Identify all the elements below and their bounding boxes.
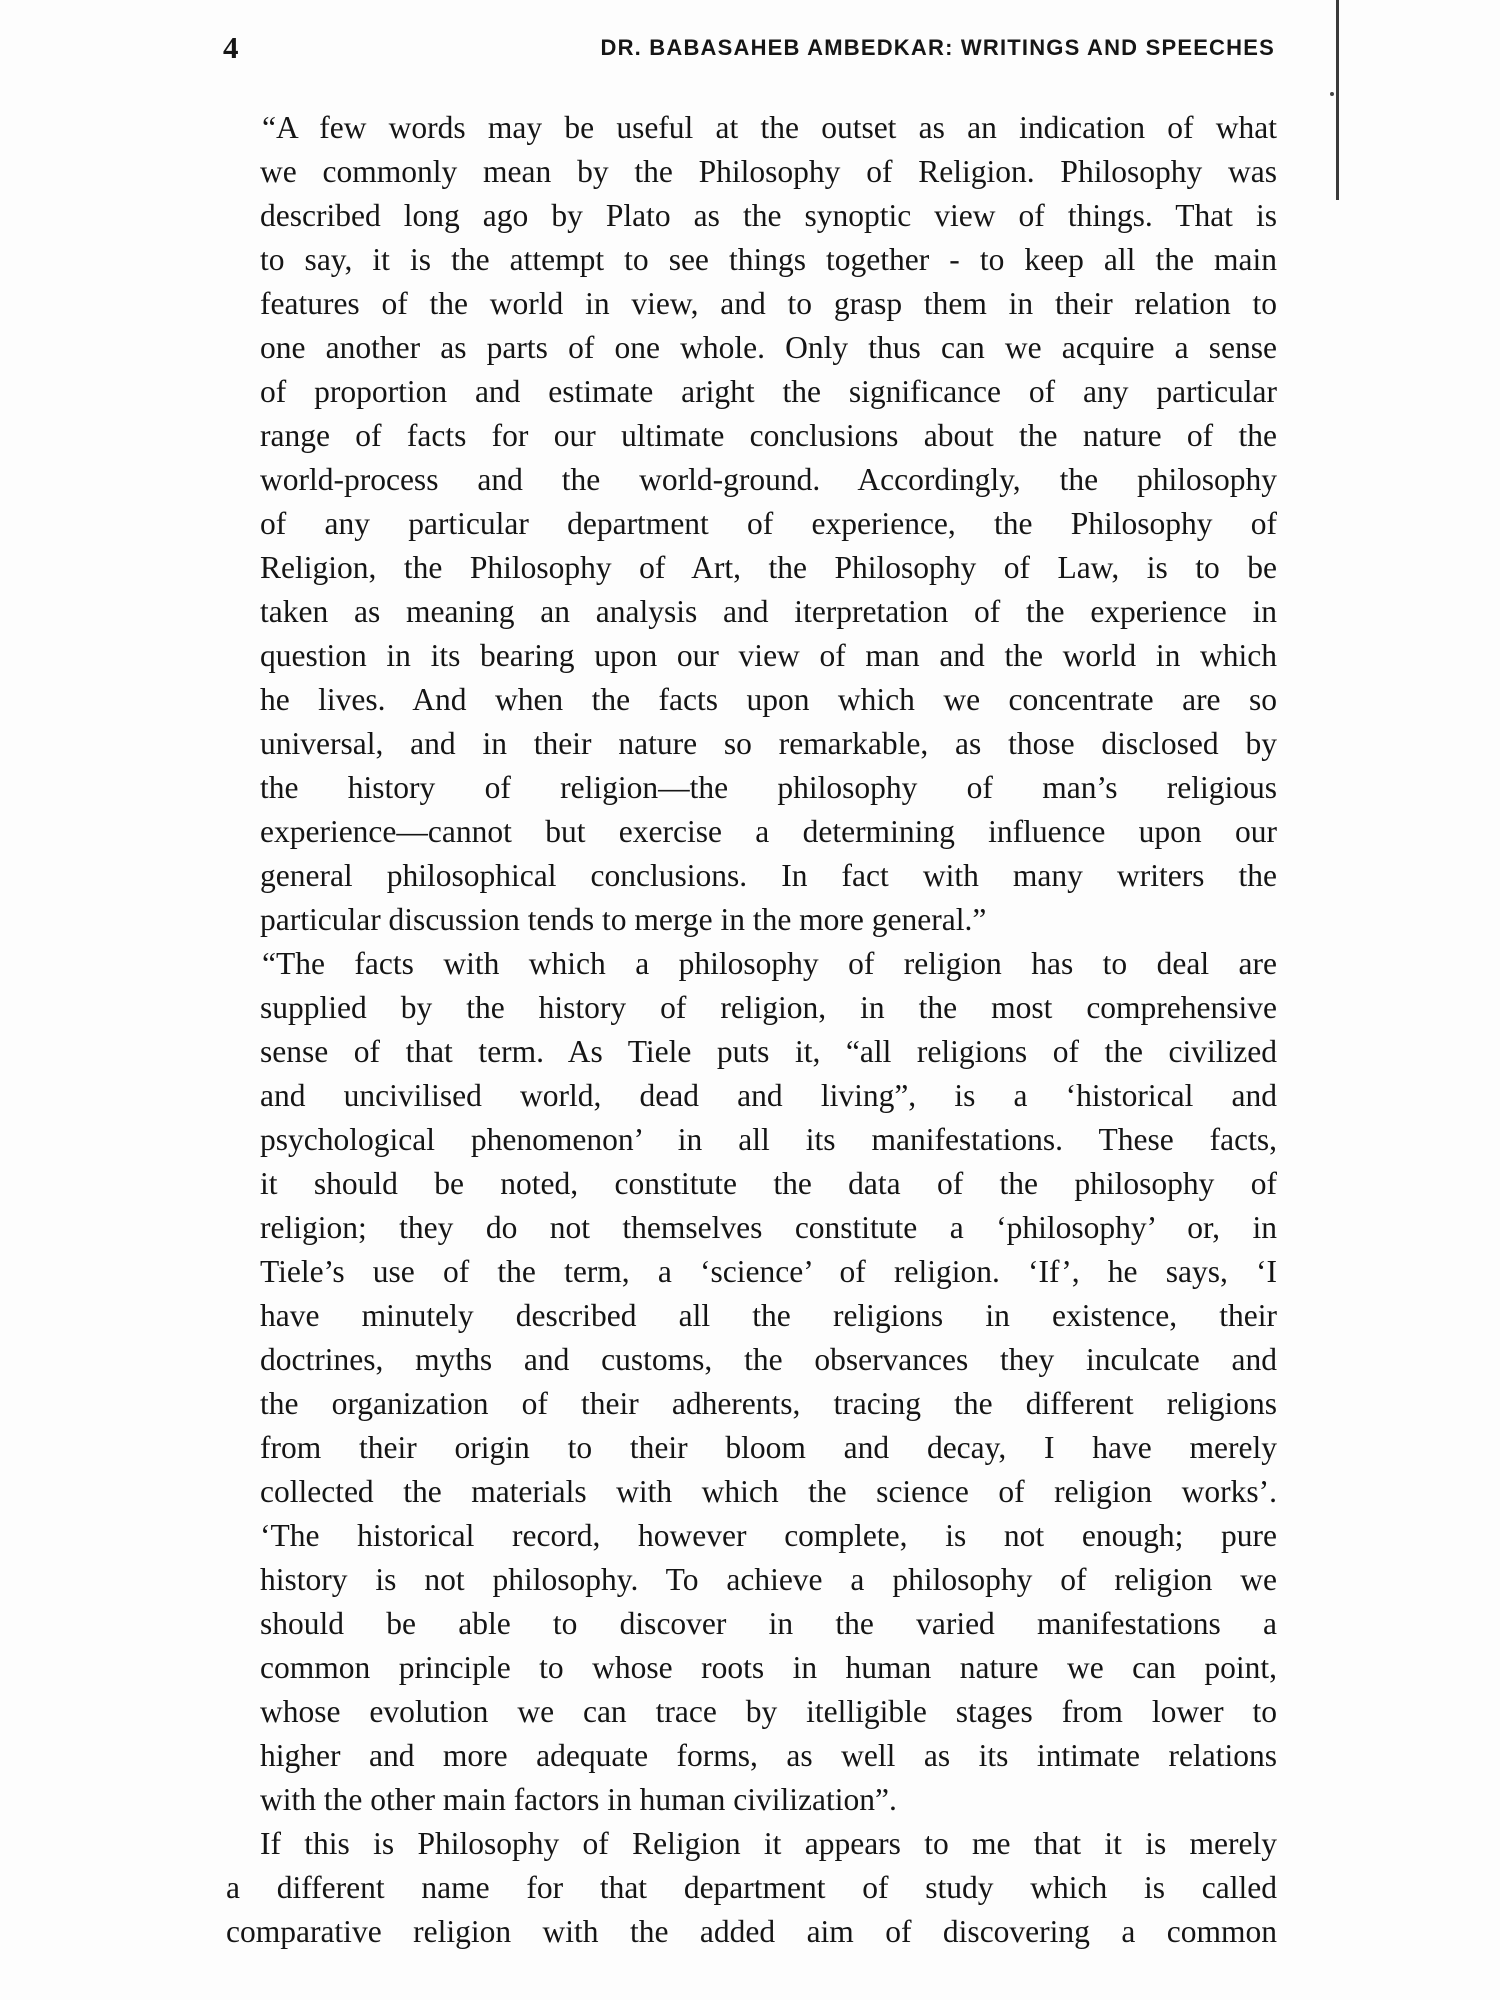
text-line: particular discussion tends to merge in the more general.” <box>260 902 987 937</box>
text-line: should be able to discover in the varied manifestations a <box>260 1606 1277 1641</box>
text-line: general philosophical conclusions. In fact with many writers the <box>260 858 1277 893</box>
text-line: experience—cannot but exercise a determining influence upon our <box>260 814 1277 849</box>
text-line: sense of that term. As Tiele puts it, “all religions of the civilized <box>260 1034 1277 1069</box>
text-line: he lives. And when the facts upon which we concentrate are so <box>260 682 1277 717</box>
page-header <box>223 30 1275 70</box>
text-line: with the other main factors in human civilization”. <box>260 1782 897 1817</box>
text-line: Tiele’s use of the term, a ‘science’ of religion. ‘If’, he says, ‘I <box>260 1254 1277 1289</box>
text-line: have minutely described all the religions in existence, their <box>260 1298 1277 1333</box>
text-line: features of the world in view, and to grasp them in their relation to <box>260 286 1277 321</box>
text-line: common principle to whose roots in human nature we can point, <box>260 1650 1277 1685</box>
text-line: taken as meaning an analysis and iterpretation of the experience in <box>260 594 1277 629</box>
text-line: it should be noted, constitute the data of the philosophy of <box>260 1166 1277 1201</box>
text-line: psychological phenomenon’ in all its manifestations. These facts, <box>260 1122 1277 1157</box>
text-line: from their origin to their bloom and decay, I have merely <box>260 1430 1277 1465</box>
page-number: 4 <box>223 30 239 65</box>
text-line: range of facts for our ultimate conclusions about the nature of the <box>260 418 1277 453</box>
text-line: a different name for that department of study which is called <box>226 1870 1277 1905</box>
text-line: If this is Philosophy of Religion it appears to me that it is merely <box>260 1826 1277 1861</box>
text-line: ‘The historical record, however complete, is not enough; pure <box>260 1518 1277 1553</box>
text-line: the history of religion—the philosophy of man’s religious <box>260 770 1277 805</box>
text-line: Religion, the Philosophy of Art, the Philosophy of Law, is to be <box>260 550 1277 585</box>
text-line: to say, it is the attempt to see things together - to keep all the main <box>260 242 1277 277</box>
text-line: the organization of their adherents, tracing the different religions <box>260 1386 1277 1421</box>
text-line: question in its bearing upon our view of man and the world in which <box>260 638 1277 673</box>
text-line: world-process and the world-ground. Accordingly, the philosophy <box>260 462 1277 497</box>
text-line: we commonly mean by the Philosophy of Religion. Philosophy was <box>260 154 1277 189</box>
running-head: DR. BABASAHEB AMBEDKAR: WRITINGS AND SPEECHES <box>600 35 1275 60</box>
text-line: doctrines, myths and customs, the observances they inculcate and <box>260 1342 1277 1377</box>
text-line: one another as parts of one whole. Only thus can we acquire a sense <box>260 330 1277 365</box>
text-line: “A few words may be useful at the outset as an indication of what <box>262 110 1277 145</box>
text-line: comparative religion with the added aim of discovering a common <box>226 1914 1277 1949</box>
text-line: of proportion and estimate aright the significance of any particular <box>260 374 1277 409</box>
text-line: history is not philosophy. To achieve a philosophy of religion we <box>260 1562 1277 1597</box>
text-line: described long ago by Plato as the synoptic view of things. That is <box>260 198 1277 233</box>
text-line: supplied by the history of religion, in the most comprehensive <box>260 990 1277 1025</box>
text-line: higher and more adequate forms, as well as its intimate relations <box>260 1738 1277 1773</box>
text-line: universal, and in their nature so remarkable, as those disclosed by <box>260 726 1277 761</box>
text-line: whose evolution we can trace by itelligible stages from lower to <box>260 1694 1277 1729</box>
text-line: “The facts with which a philosophy of religion has to deal are <box>262 946 1277 981</box>
text-line: collected the materials with which the science of religion works’. <box>260 1474 1277 1509</box>
text-line: religion; they do not themselves constitute a ‘philosophy’ or, in <box>260 1210 1277 1245</box>
text-line: of any particular department of experience, the Philosophy of <box>260 506 1277 541</box>
page-speck <box>1330 92 1334 96</box>
text-line: and uncivilised world, dead and living”, is a ‘historical and <box>260 1078 1277 1113</box>
page-edge-shadow <box>1336 0 1339 200</box>
